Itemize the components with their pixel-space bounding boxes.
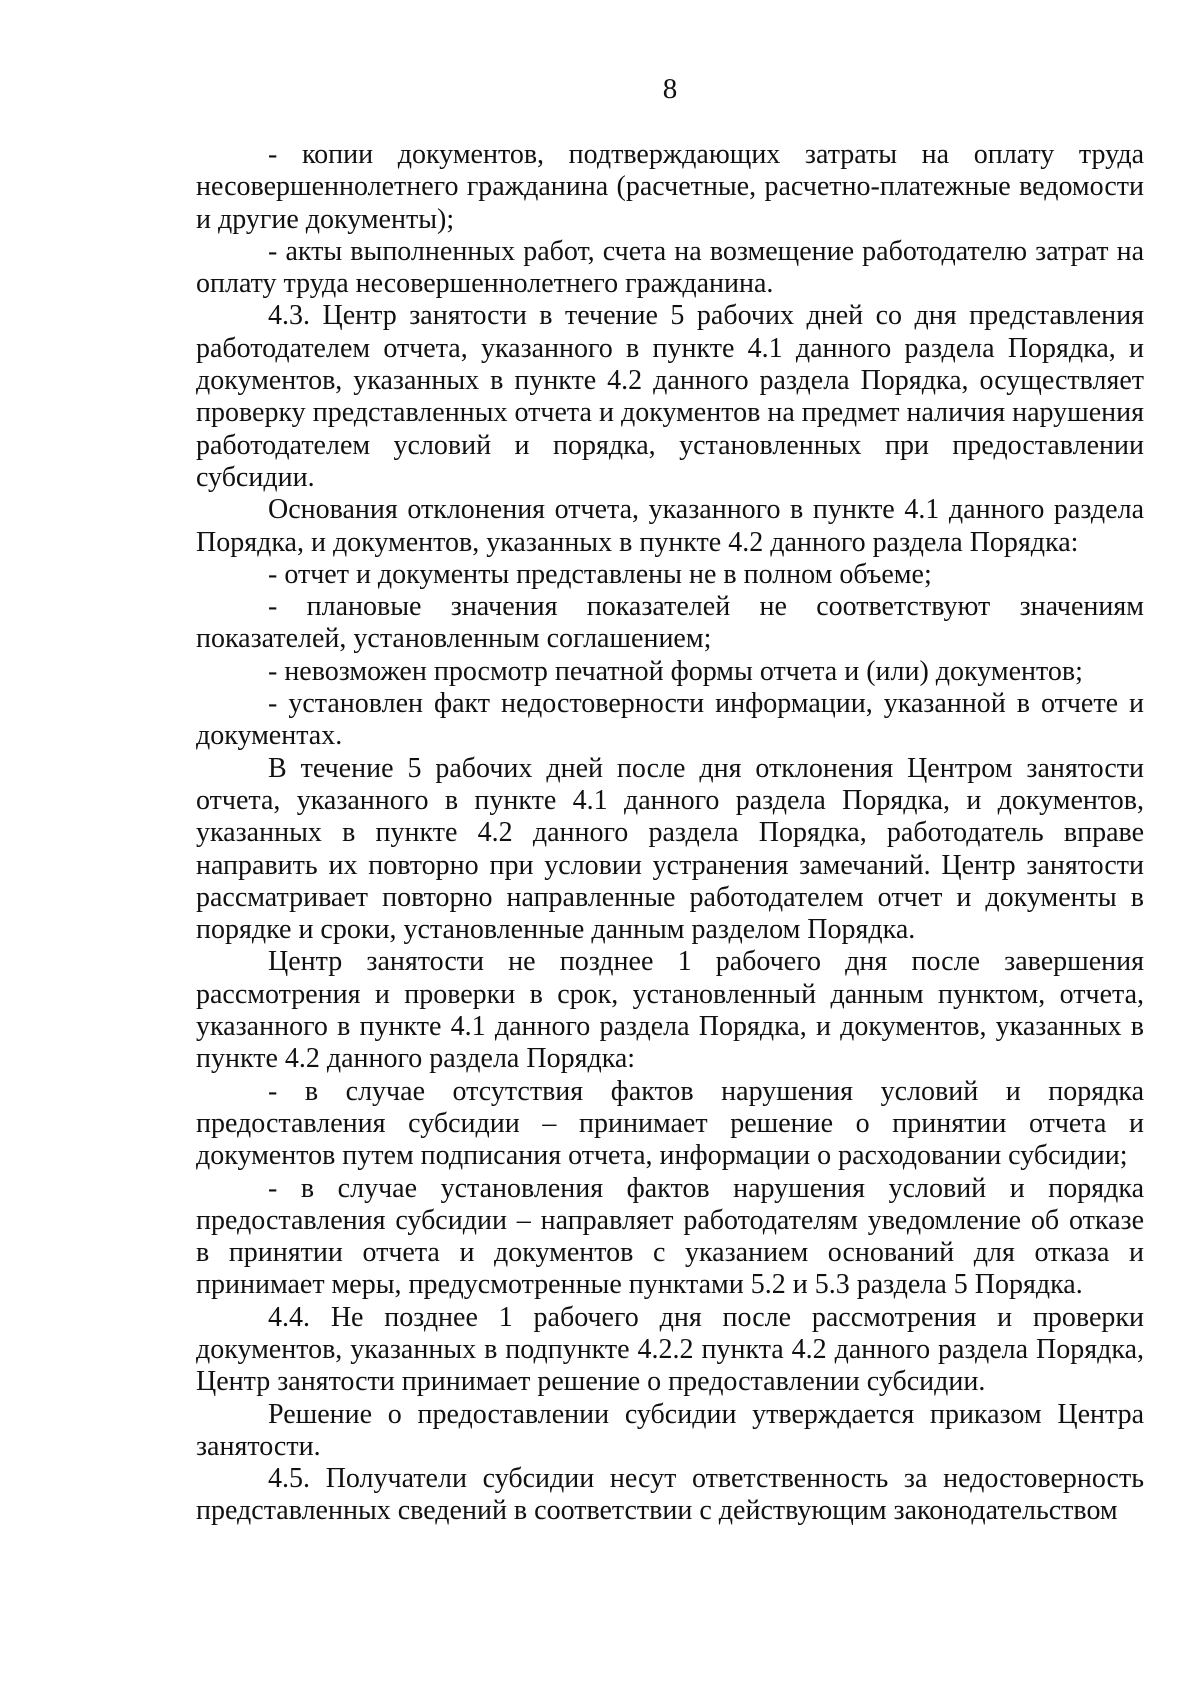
paragraph-7: - невозможен просмотр печатной формы отчета и (или) документов;: [268, 655, 1083, 687]
page-number: 8: [662, 73, 678, 105]
paragraph-11: - в случае отсутствия фактов нарушения условий и порядка предоставления субсидии – принимает решение о принятии отчета и документов путем подписания отчета, информации о расходовании субсидии;: [196, 1075, 1144, 1172]
paragraph-3: 4.3. Центр занятости в течение 5 рабочих дней со дня представления работодателем отчета, указанного в пункте 4.1 данного раздела Порядка, и документов, указанных в пункте 4.2 данного раздела Порядка, осуществляет проверку представленных отчета и документов на предмет наличия нарушения работодателем условий и порядка, установленных при предоставлении субсидии.: [196, 300, 1144, 493]
paragraph-1: - копии документов, подтверждающих затраты на оплату труда несовершеннолетнего гражданина (расчетные, расчетно-платежные ведомости и другие документы);: [196, 139, 1144, 235]
paragraph-4: Основания отклонения отчета, указанного в пункте 4.1 данного раздела Порядка, и документов, указанных в пункте 4.2 данного раздела Порядка:: [196, 494, 1144, 558]
paragraph-8: - установлен факт недостоверности информации, указанной в отчете и документах.: [196, 688, 1144, 752]
paragraph-9: В течение 5 рабочих дней после дня отклонения Центром занятости отчета, указанного в пункте 4.1 данного раздела Порядка, и документов, указанных в пункте 4.2 данного раздела Порядка, работодатель вправе направить их повторно при условии устранения замечаний. Центр занятости рассматривает повторно направленные работодателем отчет и документы в порядке и сроки, установленные данным разделом Порядка.: [196, 752, 1144, 946]
paragraph-12: - в случае установления фактов нарушения условий и порядка предоставления субсидии – направляет работодателям уведомление об отказе в принятии отчета и документов с указанием оснований для отказа и принимает меры, предусмотренные пунктами 5.2 и 5.3 раздела 5 Порядка.: [196, 1172, 1144, 1301]
paragraph-5: - отчет и документы представлены не в полном объеме;: [268, 558, 932, 590]
paragraph-2: - акты выполненных работ, счета на возмещение работодателю затрат на оплату труда несовершеннолетнего гражданина.: [196, 235, 1144, 300]
paragraph-14: Решение о предоставлении субсидии утверждается приказом Центра занятости.: [196, 1398, 1144, 1462]
paragraph-15: 4.5. Получатели субсидии несут ответственность за недостоверность представленных сведений в соответствии с действующим законодательством: [196, 1463, 1144, 1527]
document-body: [196, 139, 1144, 1528]
paragraph-13: 4.4. Не позднее 1 рабочего дня после рассмотрения и проверки документов, указанных в подпункте 4.2.2 пункта 4.2 данного раздела Порядка, Центр занятости принимает решение о предоставлении субсидии.: [196, 1301, 1144, 1398]
paragraph-10: Центр занятости не позднее 1 рабочего дня после завершения рассмотрения и проверки в срок, установленный данным пунктом, отчета, указанного в пункте 4.1 данного раздела Порядка, и документов, указанных в пункте 4.2 данного раздела Порядка:: [196, 946, 1144, 1075]
paragraph-6: - плановые значения показателей не соответствуют значениям показателей, установленным соглашением;: [196, 591, 1144, 655]
